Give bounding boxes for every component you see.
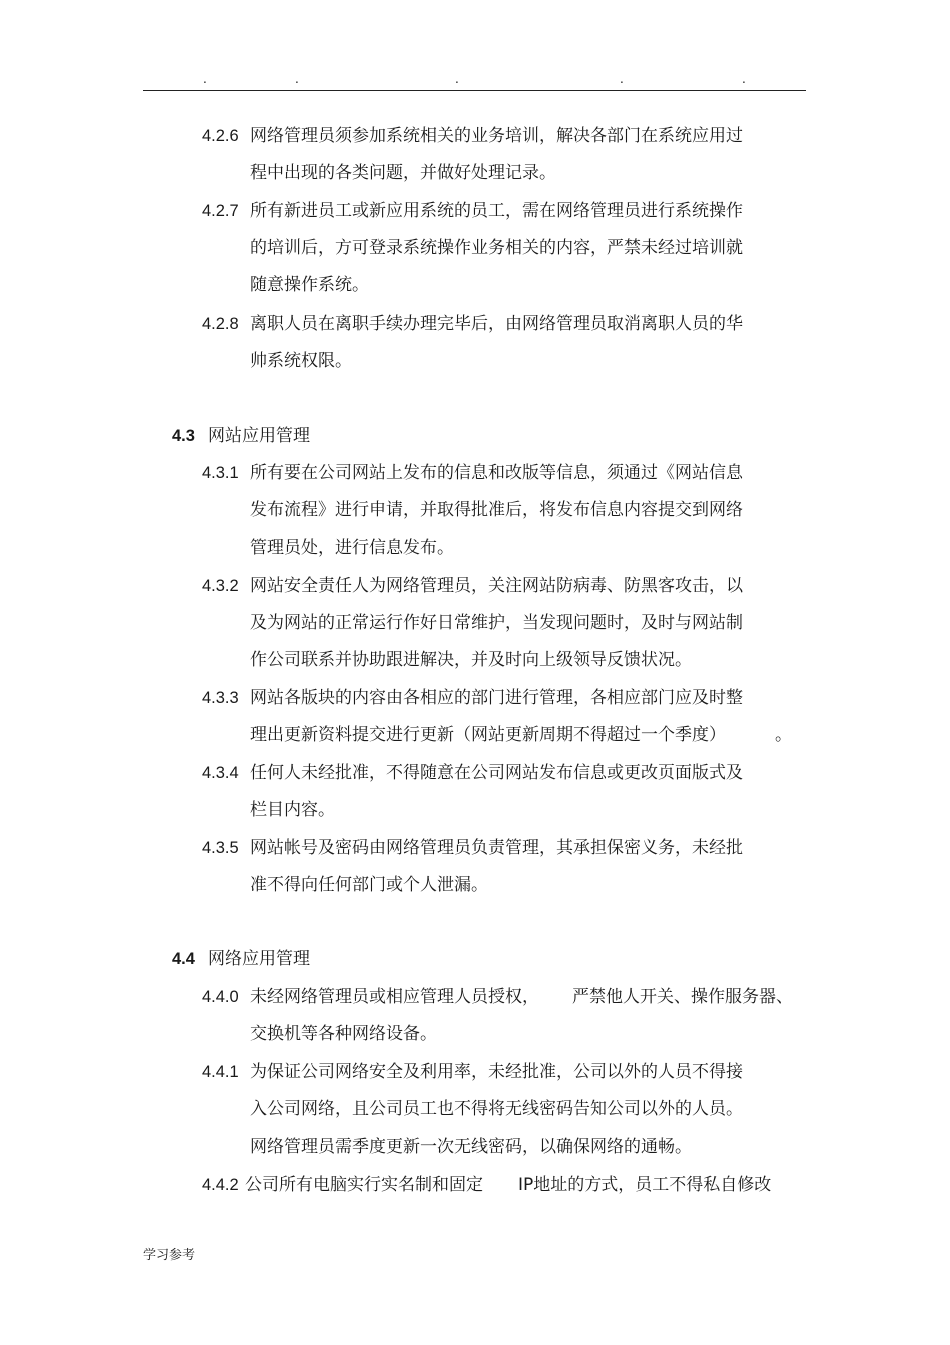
clause-text: 网站各版块的内容由各相应的部门进行管理，各相应部门应及时整 — [250, 688, 743, 708]
clause-number: 4.2.7 — [202, 202, 239, 220]
clause-text: 帅系统权限。 — [250, 351, 352, 371]
clause-text: 为保证公司网络安全及利用率，未经批准，公司以外的人员不得接 — [250, 1062, 743, 1082]
clause-text: 入公司网络，且公司员工也不得将无线密码告知公司以外的人员。 — [250, 1099, 743, 1119]
clause-number: 4.4.1 — [202, 1063, 239, 1081]
clause-text: 及为网站的正常运行作好日常维护，当发现问题时，及时与网站制 — [250, 613, 743, 633]
page-footer: 学习参考 — [143, 1248, 196, 1263]
section-number: 4.3 — [172, 427, 195, 445]
clause-text: 严禁他人开关、操作服务器、 — [572, 987, 793, 1007]
clause-text: 网站安全责任人为网络管理员，关注网站防病毒、防黑客攻击，以 — [250, 576, 743, 596]
clause-number: 4.3.3 — [202, 689, 239, 707]
clause-text: 管理员处，进行信息发布。 — [250, 538, 454, 558]
section-title: 网站应用管理 — [208, 426, 310, 446]
clause-text: 作公司联系并协助跟进解决，并及时向上级领导反馈状况。 — [250, 650, 692, 670]
clause-text: 网络管理员须参加系统相关的业务培训，解决各部门在系统应用过 — [250, 126, 743, 146]
header-dots — [0, 72, 950, 86]
section-number: 4.4 — [172, 950, 195, 968]
section-title: 网络应用管理 — [208, 949, 310, 969]
clause-tail-punctuation: 。 — [775, 725, 792, 745]
header-dot: . — [203, 72, 207, 86]
header-dot: . — [455, 72, 459, 86]
clause-number: 4.2.6 — [202, 127, 239, 145]
clause-text: 任何人未经批准，不得随意在公司网站发布信息或更改页面版式及 — [250, 763, 743, 783]
clause-text: 所有要在公司网站上发布的信息和改版等信息，须通过《网站信息 — [250, 463, 743, 483]
header-dot: . — [742, 72, 746, 86]
header-dot: . — [295, 72, 299, 86]
clause-number: 4.3.5 — [202, 839, 239, 857]
clause-text: 准不得向任何部门或个人泄漏。 — [250, 875, 488, 895]
clause-text: 所有新进员工或新应用系统的员工，需在网络管理员进行系统操作 — [250, 201, 743, 221]
clause-text: IP地址的方式，员工不得私自修改 — [518, 1175, 772, 1195]
clause-number: 4.3.2 — [202, 577, 239, 595]
clause-text: 未经网络管理员或相应管理人员授权， — [250, 987, 539, 1007]
clause-text: 随意操作系统。 — [250, 275, 369, 295]
clause-text: 网络管理员需季度更新一次无线密码，以确保网络的通畅。 — [250, 1137, 692, 1157]
header-dot: . — [620, 72, 624, 86]
clause-text: 离职人员在离职手续办理完毕后，由网络管理员取消离职人员的华 — [250, 314, 743, 334]
clause-text: 程中出现的各类问题，并做好处理记录。 — [250, 163, 556, 183]
header-rule — [143, 90, 806, 91]
clause-number: 4.2.8 — [202, 315, 239, 333]
clause-text: 理出更新资料提交进行更新（网站更新周期不得超过一个季度） — [250, 725, 726, 745]
clause-number: 4.4.0 — [202, 988, 239, 1006]
clause-number: 4.3.4 — [202, 764, 239, 782]
clause-text: 网站帐号及密码由网络管理员负责管理，其承担保密义务，未经批 — [250, 838, 743, 858]
clause-text: 公司所有电脑实行实名制和固定 — [245, 1175, 483, 1195]
clause-text: 栏目内容。 — [250, 800, 335, 820]
clause-text: 发布流程》进行申请，并取得批准后，将发布信息内容提交到网络 — [250, 500, 743, 520]
clause-text: 交换机等各种网络设备。 — [250, 1024, 437, 1044]
clause-number: 4.3.1 — [202, 464, 239, 482]
clause-text: 的培训后，方可登录系统操作业务相关的内容，严禁未经过培训就 — [250, 238, 743, 258]
clause-number: 4.4.2 — [202, 1176, 239, 1194]
